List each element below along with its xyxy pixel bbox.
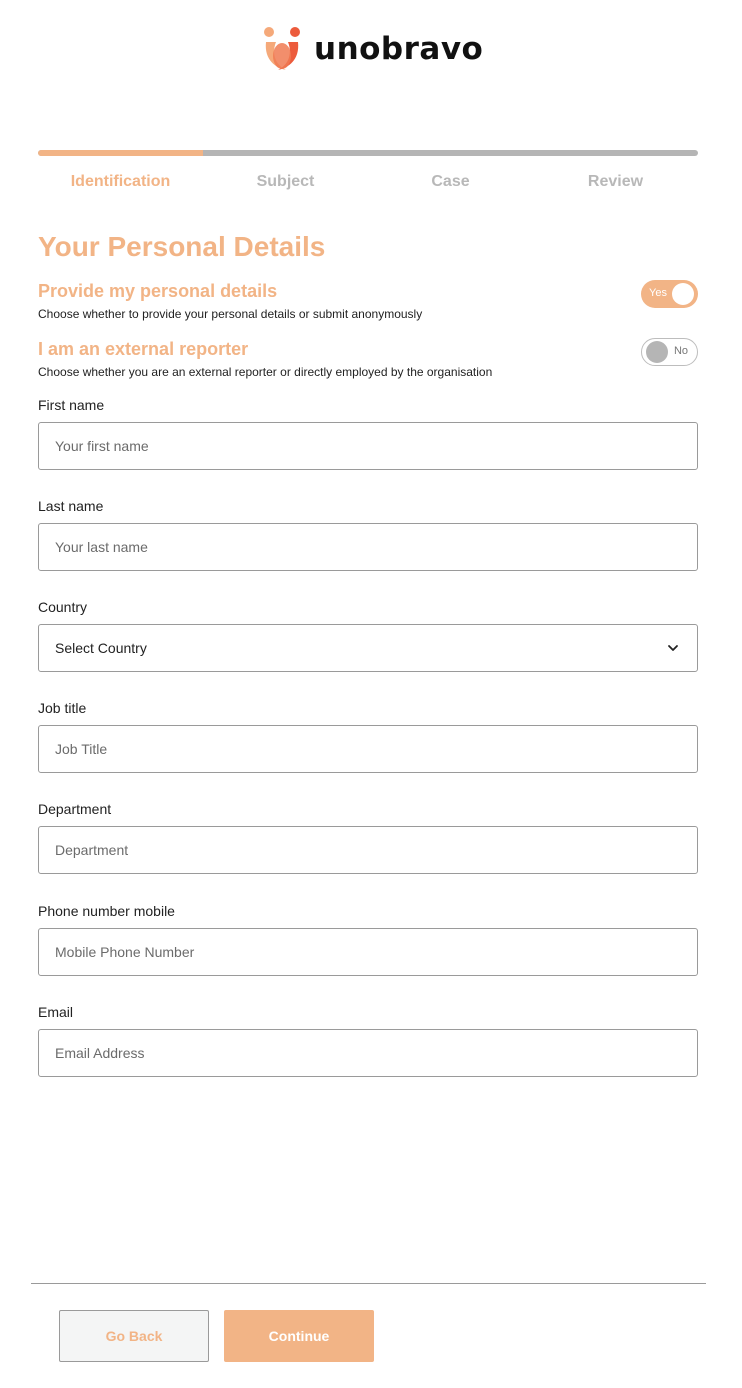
first-name-field (38, 396, 698, 470)
go-back-button[interactable]: Go Back (59, 1310, 209, 1362)
stepper (38, 172, 698, 192)
continue-button[interactable]: Continue (224, 1310, 374, 1362)
department-input[interactable] (38, 826, 698, 874)
toggle-description: Choose whether you are an external reporter or directly employed by the organisation (38, 365, 493, 379)
field-label: Phone number mobile (38, 903, 175, 919)
department-field (38, 800, 698, 874)
field-label: First name (38, 397, 105, 413)
field-label: Email (38, 1004, 74, 1020)
last-name-input[interactable] (38, 523, 698, 571)
external-reporter-switch[interactable] (641, 338, 698, 366)
step-review[interactable]: Review (587, 173, 644, 190)
toggle-title: I am an external reporter (38, 339, 249, 359)
job-title-input[interactable] (38, 725, 698, 773)
switch-state-label: No (673, 345, 688, 357)
step-progress-fill (38, 150, 203, 156)
job-title-field (38, 699, 698, 773)
field-label: Country (38, 599, 88, 615)
brand-logo (262, 26, 483, 72)
phone-field (38, 902, 698, 976)
switch-knob (646, 341, 668, 363)
brand-name: unobravo (314, 30, 484, 67)
phone-input[interactable] (38, 928, 698, 976)
last-name-field (38, 497, 698, 571)
switch-state-label: Yes (649, 287, 667, 299)
brand-logo-icon (262, 26, 304, 72)
chevron-down-icon (667, 642, 679, 654)
step-case[interactable]: Case (431, 173, 470, 190)
step-progress-bar (38, 150, 698, 156)
field-label: Job title (38, 700, 87, 716)
field-label: Department (38, 801, 112, 817)
step-subject[interactable]: Subject (256, 173, 315, 190)
first-name-input[interactable] (38, 422, 698, 470)
country-select-value: Select Country (55, 640, 147, 656)
country-select[interactable] (38, 624, 698, 672)
page-title: Your Personal Details (38, 231, 326, 262)
email-field (38, 1003, 698, 1077)
personal-details-toggle-row (38, 280, 698, 322)
personal-details-switch[interactable] (641, 280, 698, 308)
toggle-description: Choose whether to provide your personal details or submit anonymously (38, 307, 423, 321)
email-input[interactable] (38, 1029, 698, 1077)
country-field (38, 598, 698, 672)
toggle-title: Provide my personal details (38, 281, 278, 301)
field-label: Last name (38, 498, 104, 514)
external-reporter-toggle-row (38, 338, 698, 380)
footer-divider (31, 1283, 706, 1284)
step-identification[interactable]: Identification (70, 173, 171, 190)
switch-knob (672, 283, 694, 305)
